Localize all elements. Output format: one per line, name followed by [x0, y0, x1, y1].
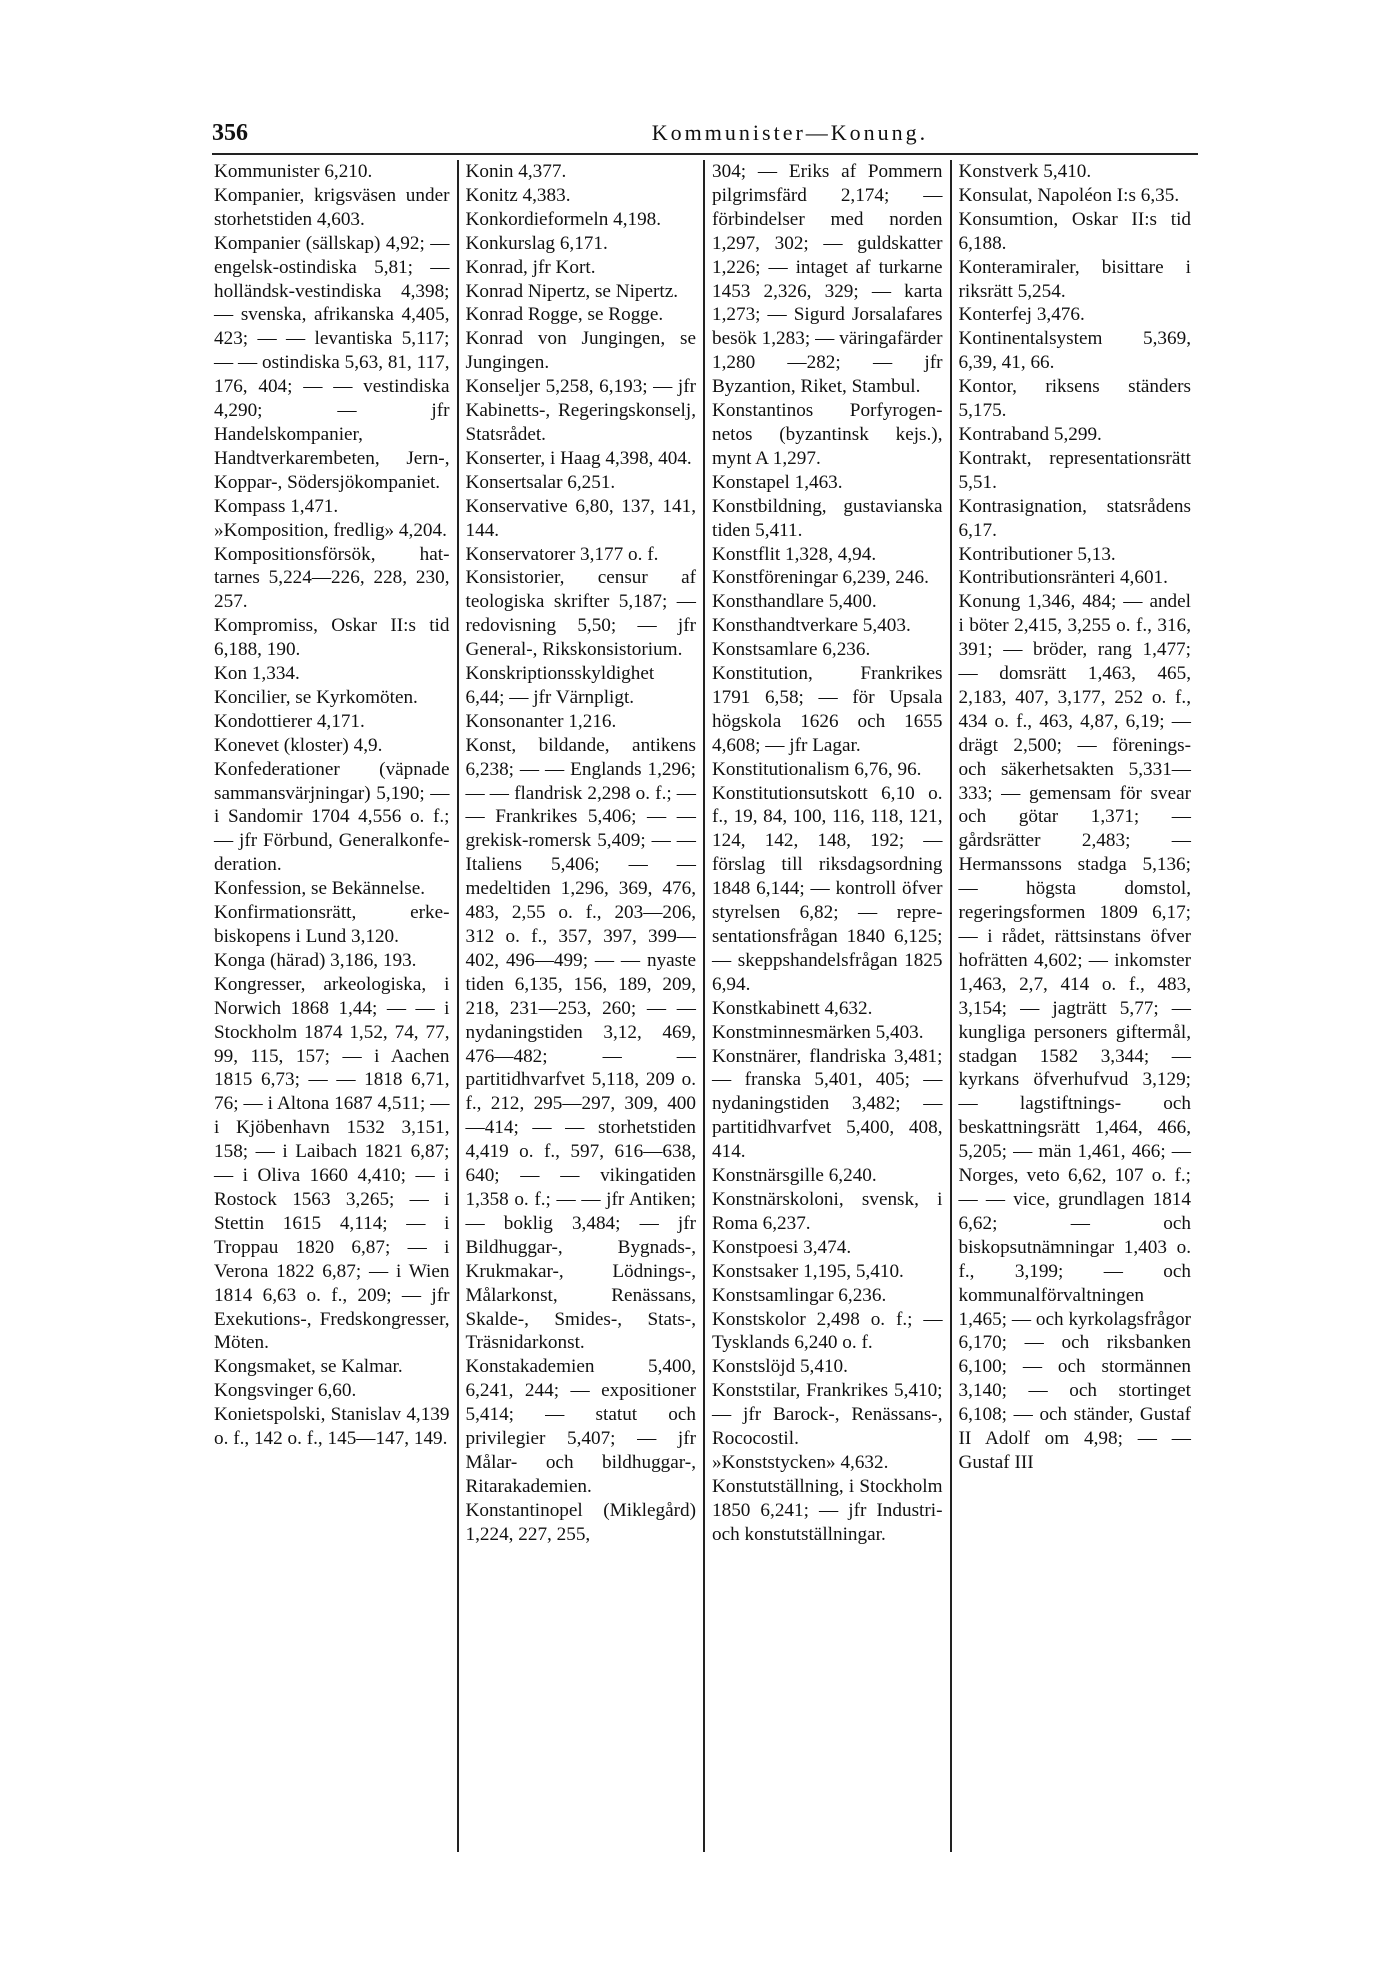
index-entry: Kompanier (sällskap) 4,92; — engelsk-ostindiska 5,81; — holländsk-vestindiska 4,398; — svenska, afrikanska 4,405, 423; — — levantiska 5,117; — — ostindiska 5,63, 81, 117, 176, 404; — — vestindiska 4,290; — jfr Handelskompanier, Handtverkarembeten, Jern-, Koppar-, Södersjökompaniet. — [214, 232, 450, 493]
index-entry: Konterfej 3,476. — [958, 304, 1085, 326]
index-entry: 304; — Eriks af Pommern pilgrimsfärd 2,174; — förbindelser med norden 1,297, 302; — guldskatter 1,226; — intaget af turkarne 1453 2,326, 329; — karta 1,273; — Sigurd Jorsalafares besök 1,283; — väringafärder 1,280 —282; — jfr Byzantion, Riket, Stambul. — [712, 161, 943, 398]
index-entry: Konteramiraler, bisittare i riksrätt 5,254. — [958, 256, 1191, 302]
index-entry: Konstsaker 1,195, 5,410. — [712, 1260, 904, 1282]
index-entry: Konserter, i Haag 4,398, 404. — [465, 447, 692, 469]
index-entry: Konsonanter 1,216. — [465, 710, 617, 732]
index-entry: Kontor, riksens ständers 5,175. — [958, 376, 1191, 422]
index-entry: Konstminnesmärken 5,403. — [712, 1021, 924, 1043]
index-entry: Konung 1,346, 484; — andel i böter 2,415, 3,255 o. f., 316, 391; — bröder, rang 1,477; — domsrätt 1,463, 465, 2,183, 407, 3,177, 252 o. f., 434 o. f., 463, 4,87, 6,19; — drägt 2,500; — förenings- och säkerhetsakten 5,331—333; — gemensam för svear och götar 1,371; — gårdsrätter 2,483; — Hermanssons stadga 5,136; — högsta domstol, regeringsformen 1809 6,17; — i rådet, rättsinstans öfver hofrätten 4,602; — inkomster 1,463, 2,7, 414 o. f., 483, 3,154; — jagträtt 5,77; — kungliga personers giftermål, stadgan 1582 3,344; — kyrkans öfverhufvud 3,129; — lagstiftnings- och beskattningsrätt 1,464, 466, 5,205; — män 1,461, 466; — Norges, veto 6,62, 107 o. f.; — — vice, grundlagen 1814 6,62; — och biskopsutnämningar 1,403 o. f., 3,199; — och kommunalförvaltningen 1,465; — och kyrkolagsfrågor 6,170; — och riksbanken 6,100; — och stormännen 3,140; — och stortinget 6,108; — och ständer, Gustaf II Adolf om 4,98; — — Gustaf III — [958, 591, 1191, 1473]
index-entry: Konst, bildande, antikens 6,238; — — Englands 1,296; — — flandrisk 2,298 o. f.; — — Frankrikes 5,406; — — grekisk-romersk 5,409; — — Italiens 5,406; — — medeltiden 1,296, 369, 476, 483, 2,55 o. f., 203—206, 312 o. f., 357, 397, 399—402, 496—499; — — nyaste tiden 6,135, 156, 189, 209, 218, 231—253, 260; — — nydaningstiden 3,12, 469, 476—482; — — partitidhvarfvet 5,118, 209 o. f., 212, 295—297, 309, 400—414; — — storhetstiden 4,419 o. f., 597, 616—638, 640; — — vikingatiden 1,358 o. f.; — — jfr Antiken; — boklig 3,484; — jfr Bildhuggar-, Bygnads-, Krukmakar-, Lödnings-, Målarkonst, Renässans, Skalde-, Smides-, Stats-, Träsnidarkonst. — [465, 734, 696, 1354]
index-entry: Konrad von Jungingen, se Jungingen. — [465, 328, 696, 374]
index-column-3 — [705, 160, 952, 1852]
index-entry: Konstnärskoloni, svensk, i Roma 6,237. — [712, 1188, 943, 1234]
index-entry: Konstapel 1,463. — [712, 471, 843, 493]
index-entry: Kongsmaket, se Kalmar. — [214, 1356, 403, 1378]
index-entry: Konstpoesi 3,474. — [712, 1236, 852, 1258]
index-column-4 — [952, 160, 1199, 1852]
header-rule — [212, 153, 1198, 155]
index-entry: Kontinentalsystem 5,369, 6,39, 41, 66. — [958, 328, 1191, 374]
index-entry: Konstitutionalism 6,76, 96. — [712, 758, 922, 780]
index-entry: Konkordieformeln 4,198. — [465, 208, 662, 230]
index-entry: Kontributioner 5,13. — [958, 543, 1116, 565]
index-entry: Konsthandtverkare 5,403. — [712, 615, 911, 637]
index-entry: Konststilar, Frankrikes 5,410; — jfr Barock-, Renässans-, Rococostil. — [712, 1380, 943, 1450]
index-entry: Konstnärsgille 6,240. — [712, 1165, 877, 1187]
index-entry: Kontraband 5,299. — [958, 423, 1102, 445]
index-entry: Konseljer 5,258, 6,193; — jfr Kabinetts-, Regeringskonselj, Statsrådet. — [465, 376, 696, 445]
index-entry: Konstutställning, i Stockholm 1850 6,241; — jfr Industri- och konstutställningar. — [712, 1475, 943, 1545]
index-entry: Konstflit 1,328, 4,94. — [712, 543, 877, 565]
index-entry: »Komposition, fredlig» 4,204. — [214, 519, 447, 541]
index-entry: Konin 4,377. — [465, 161, 567, 182]
index-entry: Koncilier, se Kyrkomöten. — [214, 686, 418, 708]
index-entry: Konsistorier, censur af teologiska skrifter 5,187; — redovisning 5,50; — jfr General-, Rikskonsistorium. — [465, 567, 696, 661]
index-entry: Kondottierer 4,171. — [214, 710, 365, 732]
index-entry: Konfirmationsrätt, erkebiskopens i Lund 3,120. — [214, 902, 450, 947]
index-entry: Konstskolor 2,498 o. f.; — Tysklands 6,240 o. f. — [712, 1308, 943, 1354]
index-entry: Kongresser, arkeologiska, i Norwich 1868 1,44; — — i Stockholm 1874 1,52, 74, 77, 99, 115, 157; — i Aachen 1815 6,73; — — 1818 6,71, 76; — i Altona 1687 4,511; — i Kjöbenhavn 1532 3,151, 158; — i Laibach 1821 6,87; — i Oliva 1660 4,410; — i Rostock 1563 3,265; — i Stettin 1615 4,114; — i Troppau 1820 6,87; — i Verona 1822 6,87; — i Wien 1814 6,63 o. f., 209; — jfr Exekutions-, Fredskongresser, Möten. — [214, 973, 450, 1354]
index-entry: Konevet (kloster) 4,9. — [214, 734, 383, 756]
index-entry: Konfederationer (väpnade sammansvärjningar) 5,190; — i Sandomir 1704 4,556 o. f.; — jfr Förbund, Generalkonfederation. — [214, 758, 450, 876]
index-entry: »Konststycken» 4,632. — [712, 1451, 889, 1473]
index-entry: Konsumtion, Oskar II:s tid 6,188. — [958, 208, 1191, 254]
index-entry: Konstakademien 5,400, 6,241, 244; — expositioner 5,414; — statut och privilegier 5,407; — jfr Målar- och bildhuggar-, Ritarakademien. — [465, 1356, 696, 1497]
index-entry: Konsertsalar 6,251. — [465, 471, 616, 493]
index-entry: Kompositionsförsök, hattarnes 5,224—226, 228, 230, 257. — [214, 543, 450, 613]
index-entry: Konservative 6,80, 137, 141, 144. — [465, 495, 696, 541]
index-entry: Kon 1,334. — [214, 663, 300, 685]
index-entry: Kontrakt, representationsrätt 5,51. — [958, 447, 1191, 493]
index-entry: Konrad, jfr Kort. — [465, 256, 596, 278]
index-columns — [212, 160, 1198, 1852]
index-entry: Konskriptionsskyldighet 6,44; — jfr Värnpligt. — [465, 663, 655, 708]
index-entry: Kommunister 6,210. — [214, 161, 373, 182]
index-entry: Kongsvinger 6,60. — [214, 1380, 357, 1402]
index-entry: Kontributionsränteri 4,601. — [958, 567, 1168, 589]
index-entry: Konsulat, Napoléon I:s 6,35. — [958, 184, 1180, 206]
index-entry: Konstantinopel (Miklegård) 1,224, 227, 255, — [465, 1499, 696, 1545]
index-entry: Konstslöjd 5,410. — [712, 1356, 848, 1378]
index-entry: Konstföreningar 6,239, 246. — [712, 567, 929, 589]
index-entry: Kompromiss, Oskar II:s tid 6,188, 190. — [214, 615, 450, 661]
index-entry: Konstitutionsutskott 6,10 o. f., 19, 84, 100, 116, 118, 121, 124, 142, 148, 192; — förslag till riksdagsordning 1848 6,144; — kontroll öfver styrelsen 6,82; — representationsfrågan 1840 6,125; — skeppshandelsfrågan 1825 6,94. — [712, 782, 943, 995]
index-entry: Konkurslag 6,171. — [465, 232, 608, 254]
index-entry: Konsthandlare 5,400. — [712, 591, 877, 613]
index-entry: Konstnärer, flandriska 3,481; — franska 5,401, 405; — nydaningstiden 3,482; — partitidhvarfvet 5,400, 408, 414. — [712, 1045, 943, 1163]
index-entry: Konstbildning, gustavianska tiden 5,411. — [712, 495, 943, 541]
index-entry: Konstsamlare 6,236. — [712, 639, 871, 661]
index-entry: Kompass 1,471. — [214, 495, 339, 517]
page-number: 356 — [212, 120, 248, 146]
index-entry: Konrad Nipertz, se Nipertz. — [465, 280, 679, 302]
index-entry: Konstitution, Frankrikes 1791 6,58; — för Upsala högskola 1626 och 1655 4,608; — jfr Lagar. — [712, 663, 943, 756]
index-entry: Konfession, se Bekännelse. — [214, 878, 426, 900]
index-entry: Konietspolski, Stanislav 4,139 o. f., 142 o. f., 145—147, 149. — [214, 1404, 450, 1450]
index-entry: Konstkabinett 4,632. — [712, 997, 873, 1019]
index-entry: Konservatorer 3,177 o. f. — [465, 543, 659, 565]
index-column-1 — [212, 160, 459, 1852]
index-entry: Kontrasignation, statsrådens 6,17. — [958, 495, 1191, 541]
index-entry: Konstverk 5,410. — [958, 161, 1092, 182]
index-entry: Konga (härad) 3,186, 193. — [214, 949, 417, 971]
index-entry: Konitz 4,383. — [465, 184, 571, 206]
index-column-2 — [459, 160, 706, 1852]
running-head: Kommunister—Konung. — [651, 120, 929, 145]
index-entry: Konstantinos Porfyrogennetos (byzantinsk kejs.), mynt A 1,297. — [712, 400, 943, 469]
index-entry: Konrad Rogge, se Rogge. — [465, 304, 664, 326]
index-entry: Konstsamlingar 6,236. — [712, 1284, 887, 1306]
index-entry: Kompanier, krigsväsen under storhetstiden 4,603. — [214, 184, 450, 230]
